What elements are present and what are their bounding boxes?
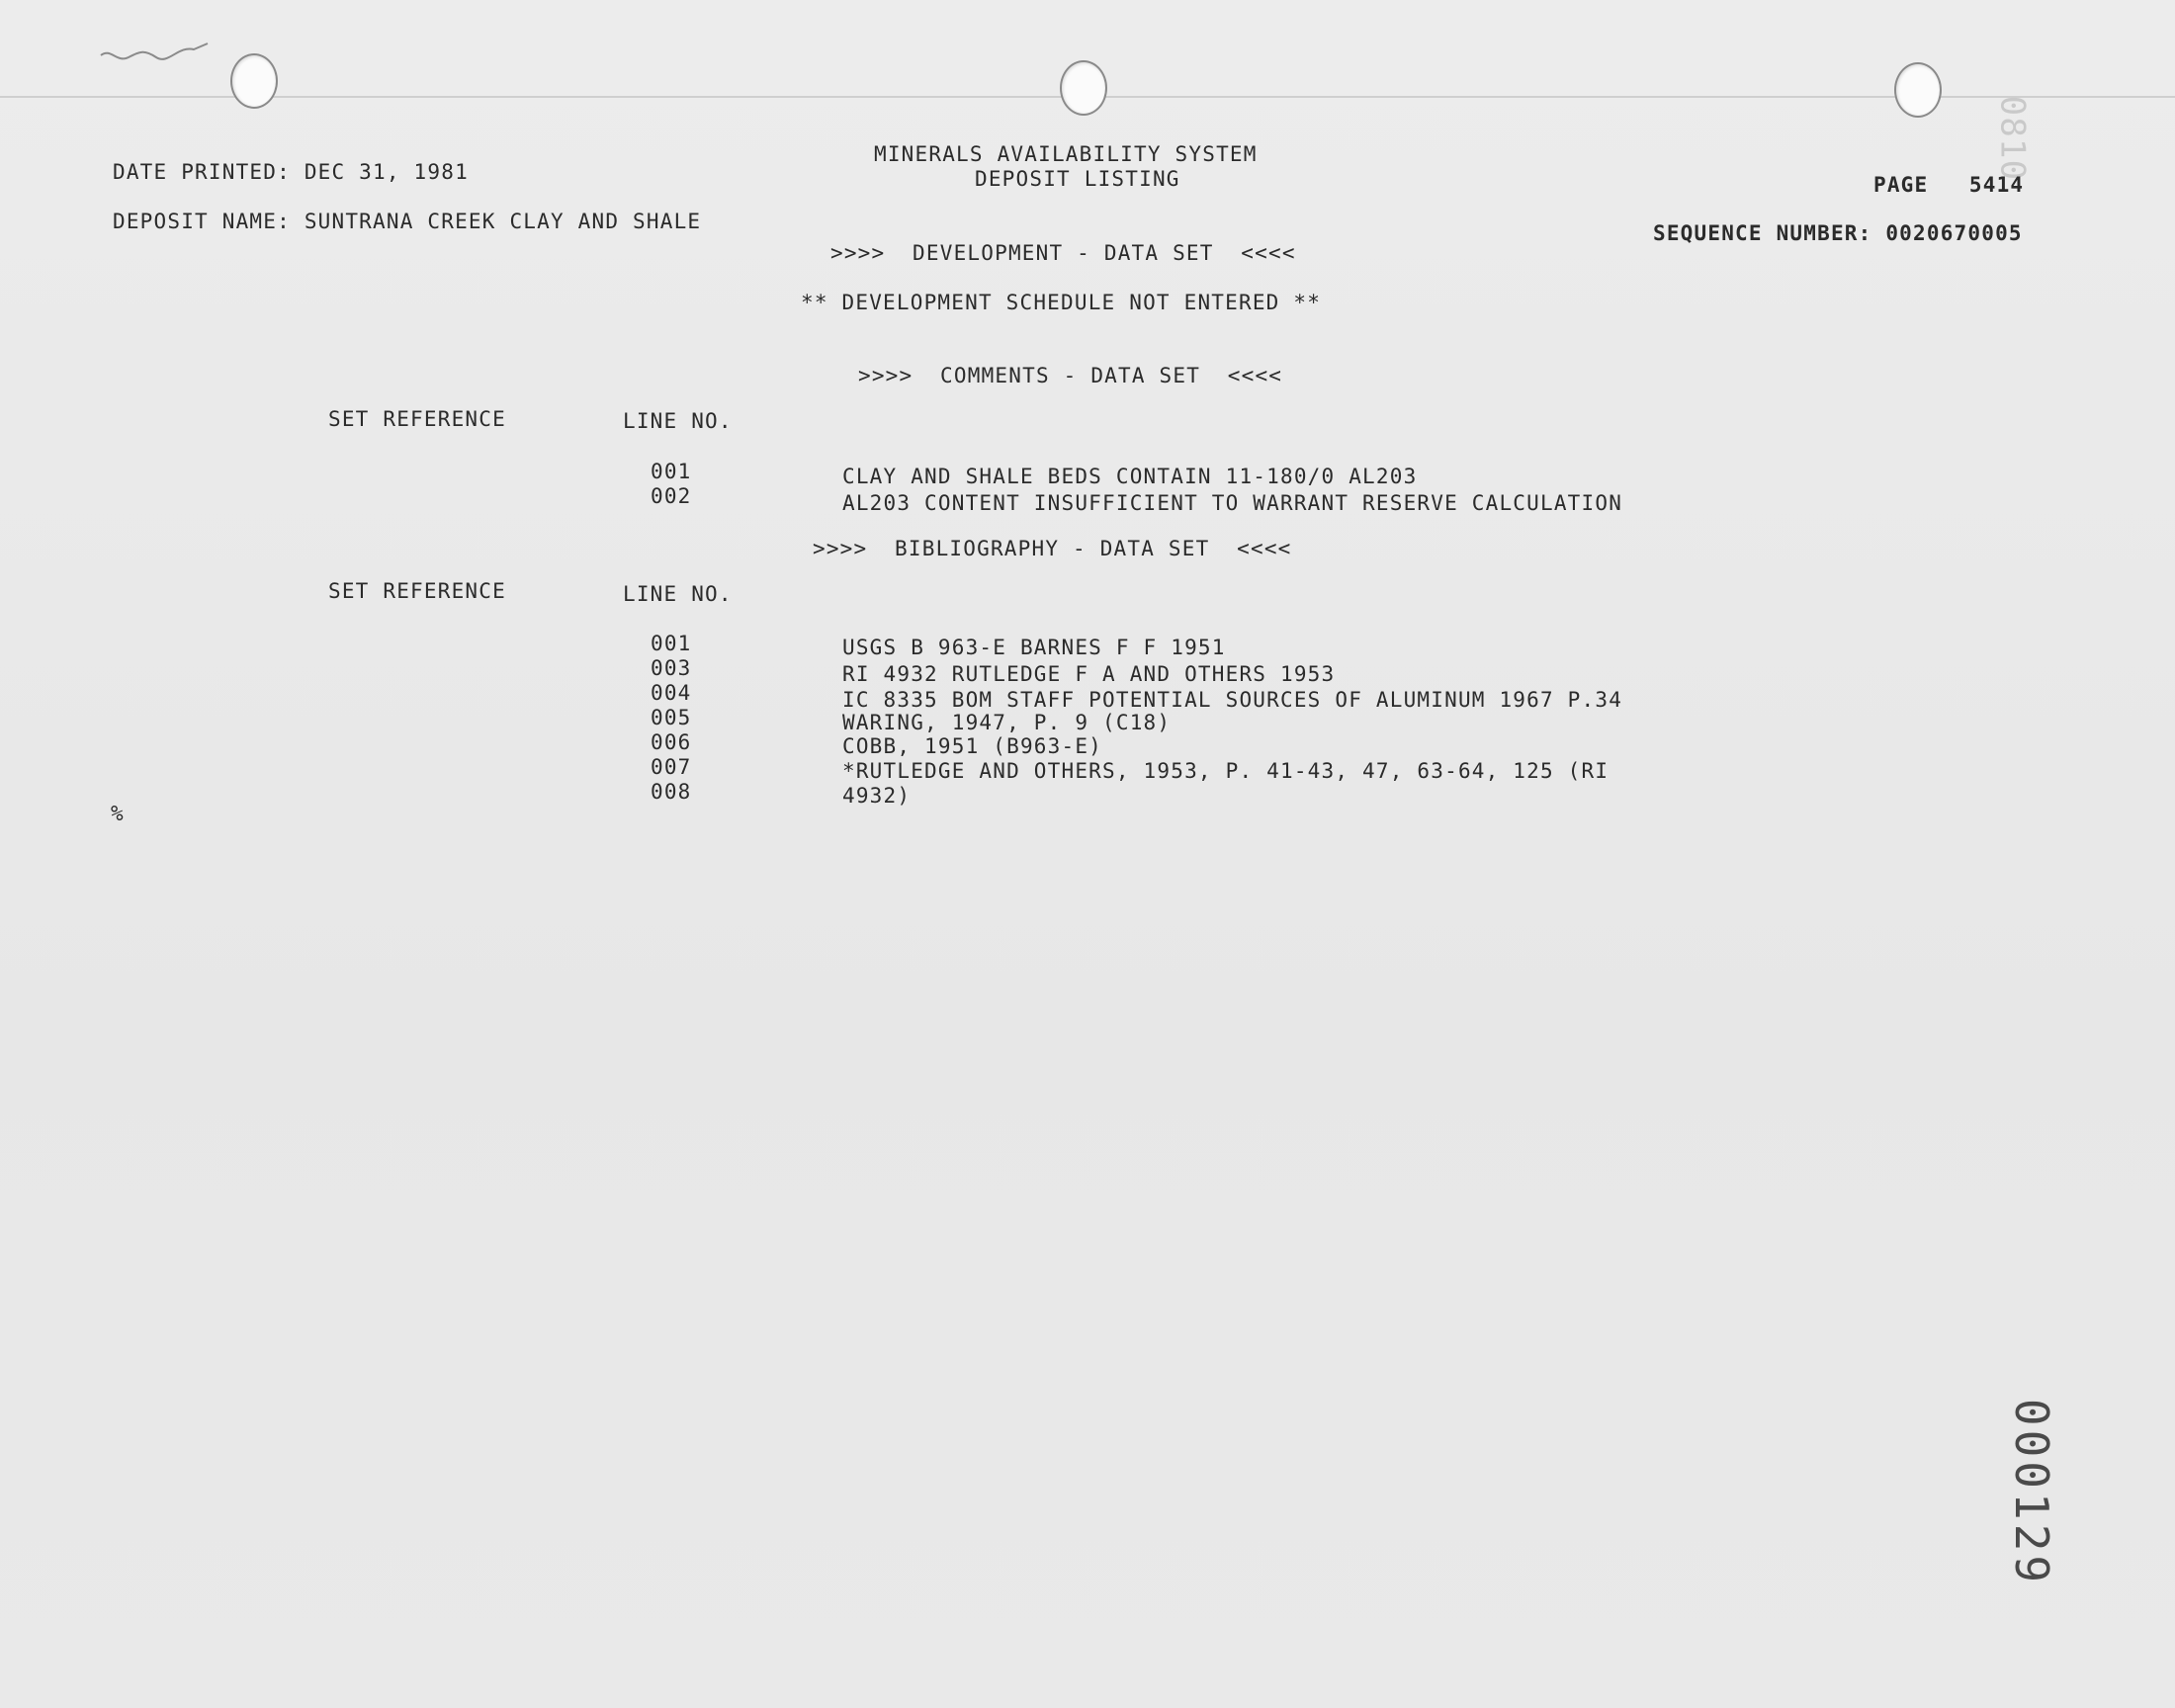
comments-heading: >>>> COMMENTS - DATA SET <<<< — [858, 364, 1283, 387]
punch-hole-center — [1060, 60, 1107, 116]
page-label: PAGE — [1873, 173, 1929, 197]
margin-mark: 0810 — [1992, 95, 2032, 182]
page-number — [1873, 173, 2024, 197]
sequence-label: SEQUENCE NUMBER: — [1653, 221, 1872, 245]
bibliography-text: COBB, 1951 (B963-E) — [842, 734, 1103, 758]
bibliography-text: IC 8335 BOM STAFF POTENTIAL SOURCES OF ALUMINUM 1967 P.34 — [842, 688, 1623, 712]
bibliography-text: *RUTLEDGE AND OTHERS, 1953, P. 41-43, 47, 63-64, 125 (RI — [842, 759, 1610, 783]
end-marker: % — [111, 802, 125, 825]
bibliography-text: WARING, 1947, P. 9 (C18) — [842, 711, 1172, 734]
comments-col-line-no: LINE NO. — [623, 409, 733, 433]
date-printed-value: DEC 31, 1981 — [304, 160, 469, 184]
page-stamp-number: 000129 — [2005, 1398, 2059, 1587]
bibliography-line-no: 004 — [651, 681, 692, 705]
comment-line-no: 002 — [651, 484, 692, 508]
comments-col-set-reference: SET REFERENCE — [328, 407, 506, 431]
punch-hole-left — [230, 53, 278, 109]
comment-text: AL203 CONTENT INSUFFICIENT TO WARRANT RESERVE CALCULATION — [842, 491, 1623, 515]
pencil-scribble — [99, 38, 218, 67]
listing-title: DEPOSIT LISTING — [975, 167, 1180, 191]
bibliography-line-no: 008 — [651, 780, 692, 804]
date-printed — [113, 160, 469, 184]
bibliography-text: USGS B 963-E BARNES F F 1951 — [842, 636, 1226, 659]
deposit-name-label: DEPOSIT NAME: — [113, 210, 291, 233]
bibliography-col-line-no: LINE NO. — [623, 582, 733, 606]
bibliography-line-no: 001 — [651, 632, 692, 655]
punch-hole-right — [1894, 62, 1942, 118]
page-value: 5414 — [1968, 173, 2025, 197]
system-title: MINERALS AVAILABILITY SYSTEM — [874, 142, 1258, 166]
deposit-name — [113, 210, 701, 233]
development-heading: >>>> DEVELOPMENT - DATA SET <<<< — [830, 241, 1296, 265]
bibliography-text: RI 4932 RUTLEDGE F A AND OTHERS 1953 — [842, 662, 1336, 686]
date-printed-label: DATE PRINTED: — [113, 160, 291, 184]
bibliography-line-no: 006 — [651, 730, 692, 754]
sequence-value: 0020670005 — [1885, 221, 2023, 245]
bibliography-text: 4932) — [842, 784, 912, 808]
bibliography-col-set-reference: SET REFERENCE — [328, 579, 506, 603]
bibliography-line-no: 007 — [651, 755, 692, 779]
bibliography-line-no: 003 — [651, 656, 692, 680]
bibliography-heading: >>>> BIBLIOGRAPHY - DATA SET <<<< — [813, 537, 1292, 560]
deposit-name-value: SUNTRANA CREEK CLAY AND SHALE — [304, 210, 702, 233]
development-note: ** DEVELOPMENT SCHEDULE NOT ENTERED ** — [801, 291, 1322, 314]
sequence-number — [1653, 221, 2023, 245]
comment-text: CLAY AND SHALE BEDS CONTAIN 11-180/0 AL203 — [842, 465, 1418, 488]
bibliography-line-no: 005 — [651, 706, 692, 729]
comment-line-no: 001 — [651, 460, 692, 483]
